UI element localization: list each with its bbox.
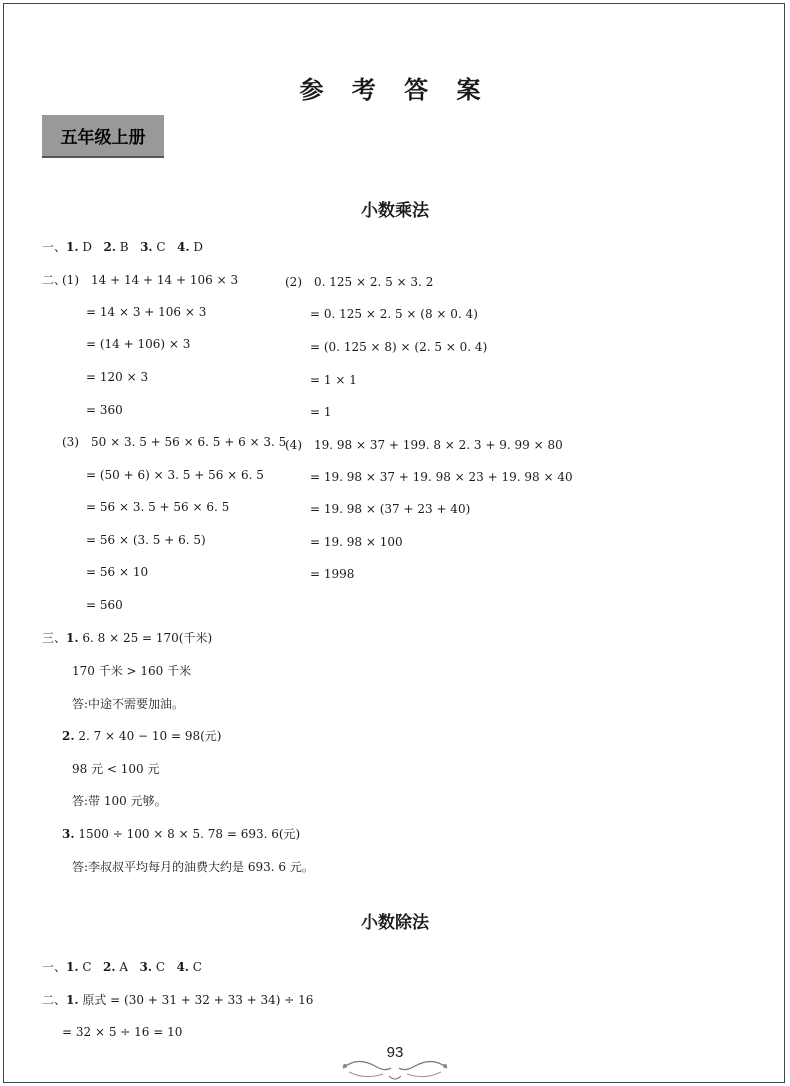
- s2-q2-label: 二、: [42, 993, 67, 1007]
- s2-q1-item-num: 4.: [176, 960, 189, 974]
- s1-q1-item-answer: D: [189, 240, 204, 254]
- s1-q1-item-answer: D: [78, 240, 92, 254]
- s1-q3-s1-num: 1.: [66, 631, 79, 645]
- s2-q1-item-answer: C: [152, 960, 165, 974]
- s1-q2-p1-line: = (14 + 106) × 3: [86, 337, 191, 351]
- s1-q2-p1-line: = 120 × 3: [86, 370, 149, 384]
- page-title: 参 考 答 案: [299, 75, 491, 104]
- s1-q1-answers: [42, 239, 203, 255]
- s1-q2-p1-line: = 14 × 3 + 106 × 3: [86, 305, 207, 319]
- s2-q1-item-answer: C: [188, 960, 202, 974]
- s2-q1-item-num: 2.: [103, 960, 116, 974]
- s2-q2-line: [42, 992, 313, 1008]
- s2-q1-item-num: 3.: [139, 960, 152, 974]
- s1-q3-s2-line: 答:带 100 元够。: [72, 794, 167, 808]
- s2-q2-text: 原式 = (30 + 31 + 32 + 33 + 34) ÷ 16: [78, 993, 314, 1007]
- s1-q3-s2-num: 2.: [62, 729, 75, 743]
- s1-q3-s3-num: 3.: [62, 827, 75, 841]
- s2-q1-item-answer: A: [115, 960, 129, 974]
- s1-q3-label: 三、: [42, 631, 67, 645]
- s1-q2-p4-line: (4) 19. 98 × 37 + 199. 8 × 2. 3 + 9. 99 × 80: [285, 438, 563, 452]
- s2-q1-answers: [42, 959, 202, 975]
- s1-q3-s2-line: 98 元 < 100 元: [72, 762, 160, 776]
- s1-q2-p3-line: = 56 × 10: [86, 565, 149, 579]
- s1-q2-p3-line: = 560: [86, 598, 123, 612]
- s1-q2-p3-line: = 56 × 3. 5 + 56 × 6. 5: [86, 500, 230, 514]
- s1-q2-p2-line: = (0. 125 × 8) × (2. 5 × 0. 4): [310, 340, 488, 354]
- s1-q2-p4-line: = 19. 98 × 37 + 19. 98 × 23 + 19. 98 × 40: [310, 470, 573, 484]
- grade-badge: 五年级上册: [42, 115, 164, 158]
- s1-q2-p4-line: = 1998: [310, 567, 355, 581]
- s1-q2-p3-line: = 56 × (3. 5 + 6. 5): [86, 533, 206, 547]
- s1-q3-s1-line: 170 千米 > 160 千米: [72, 664, 192, 678]
- s1-q2-p2-line: (2) 0. 125 × 2. 5 × 3. 2: [285, 275, 434, 289]
- s1-q1-item-answer: C: [152, 240, 166, 254]
- s1-q3-s3-text: 1500 ÷ 100 × 8 × 5. 78 = 693. 6(元): [74, 827, 301, 841]
- s2-q2-num: 1.: [66, 993, 79, 1007]
- s1-q2-p3-line: (3) 50 × 3. 5 + 56 × 6. 5 + 6 × 3. 5: [62, 435, 287, 449]
- page-number: 93: [386, 1044, 404, 1061]
- s1-q1-label: 一、: [42, 240, 67, 254]
- s1-q3-s1-line: [42, 630, 212, 646]
- s2-q1-item-answer: C: [78, 960, 92, 974]
- s1-q2-label: 二、: [42, 273, 67, 287]
- s2-q1-label: 一、: [42, 960, 67, 974]
- s1-q2-p4-line: = 19. 98 × (37 + 23 + 40): [310, 502, 471, 516]
- s1-q2-p3-line: = (50 + 6) × 3. 5 + 56 × 6. 5: [86, 468, 264, 482]
- s1-q3-s2-line: [62, 728, 221, 744]
- s1-q3-s3-line: 答:李叔叔平均每月的油费大约是 693. 6 元。: [72, 860, 314, 874]
- s1-q3-s3-line: [62, 826, 300, 842]
- section-title-division: 小数除法: [361, 913, 429, 933]
- s1-q2-p2-line: = 1 × 1: [310, 373, 357, 387]
- s1-q1-item-num: 2.: [103, 240, 116, 254]
- s1-q1-item-num: 1.: [66, 240, 79, 254]
- s1-q1-item-num: 4.: [177, 240, 190, 254]
- s1-q1-item-answer: B: [115, 240, 129, 254]
- s1-q1-item-num: 3.: [140, 240, 153, 254]
- s2-q2-line: = 32 × 5 ÷ 16 = 10: [62, 1025, 183, 1039]
- s1-q3-s1-line: 答:中途不需要加油。: [72, 697, 185, 711]
- s1-q2-p2-line: = 1: [310, 405, 332, 419]
- s1-q2-p2-line: = 0. 125 × 2. 5 × (8 × 0. 4): [310, 307, 478, 321]
- s1-q3-s2-text: 2. 7 × 40 − 10 = 98(元): [74, 729, 222, 743]
- s1-q2-p1-line: (1) 14 + 14 + 14 + 106 × 3: [62, 273, 239, 287]
- section-title-multiplication: 小数乘法: [361, 201, 429, 221]
- s1-q2-p1-line: = 360: [86, 403, 123, 417]
- s1-q2-p4-line: = 19. 98 × 100: [310, 535, 403, 549]
- s2-q1-item-num: 1.: [66, 960, 79, 974]
- s1-q3-s1-text: 6. 8 × 25 = 170(千米): [78, 631, 213, 645]
